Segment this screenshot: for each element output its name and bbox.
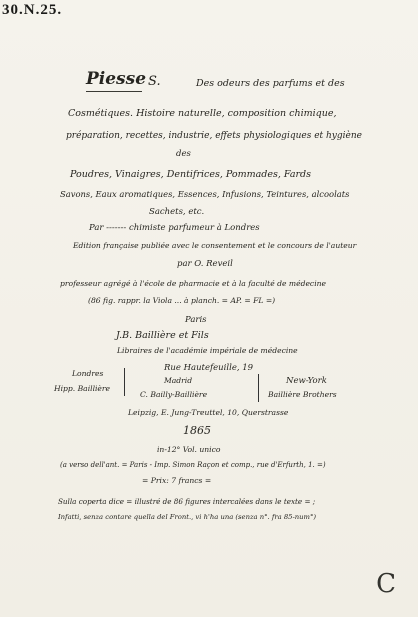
publisher-london: Hipp. Baillière — [54, 384, 111, 393]
author-name: Piesse — [86, 69, 147, 89]
author-role: Par ------- chimiste parfumeur à Londres — [89, 223, 260, 233]
publisher-subtitle: Libraires de l'académie impériale de médecine — [117, 346, 298, 355]
city-london: Londres — [72, 369, 104, 378]
footnote-line-2: Infatti, senza contare quella del Front., vi h'ha una (senza n°. fra 85-num°) — [58, 513, 317, 521]
products-line-2: Savons, Eaux aromatiques, Essences, Infusions, Teintures, alcoolats — [60, 189, 350, 199]
publisher-madrid: C. Bailly-Baillière — [140, 390, 208, 399]
city-paris: Paris — [185, 315, 207, 325]
publisher-name: J.B. Baillière et Fils — [116, 330, 209, 341]
title-line-4: des — [176, 149, 191, 159]
format-note: in-12° Vol. unico — [157, 445, 221, 454]
author-initial: S. — [148, 74, 161, 89]
products-line-3: Sachets, etc. — [149, 207, 205, 217]
figures-note: (86 fig. rappr. la Viola ... à planch. = AP. = FL =) — [88, 296, 276, 305]
author-underline — [86, 91, 142, 92]
shelfmark: 30.N.25. — [2, 2, 63, 18]
products-line-1: Poudres, Vinaigres, Dentifrices, Pommades, Fards — [70, 169, 312, 180]
city-newyork: New-York — [286, 376, 327, 386]
edition-note: Edition française publiée avec le consentement et le concours de l'auteur — [73, 241, 357, 250]
publication-year: 1865 — [183, 424, 211, 437]
publisher-street: Rue Hautefeuille, 19 — [164, 363, 254, 373]
editor-name: par O. Reveil — [177, 259, 233, 269]
city-madrid: Madrid — [164, 376, 193, 385]
title-line-1: Des odeurs des parfums et des — [196, 78, 345, 89]
footnote-line-1: Sulla coperta dice = illustré de 86 figures intercalées dans le texte = ; — [58, 497, 316, 506]
corner-mark: C — [376, 569, 396, 599]
title-line-2: Cosmétiques. Histoire naturelle, composition chimique, — [68, 108, 337, 119]
city-leipzig: Leipzig, E. Jung-Treuttel, 10, Querstrasse — [128, 408, 289, 417]
bracket-london — [124, 368, 125, 396]
editor-title: professeur agrégé à l'école de pharmacie et à la faculté de médecine — [60, 279, 327, 288]
title-line-3: préparation, recettes, industrie, effets physiologiques et hygiène — [66, 131, 362, 141]
verso-note: (a verso dell'ant. = Paris - Imp. Simon Raçon et comp., rue d'Erfurth, 1. =) — [60, 461, 326, 469]
price-note: = Prix: 7 francs = — [142, 476, 212, 485]
publisher-newyork: Baillière Brothers — [268, 390, 337, 399]
bracket-madrid — [258, 374, 259, 402]
